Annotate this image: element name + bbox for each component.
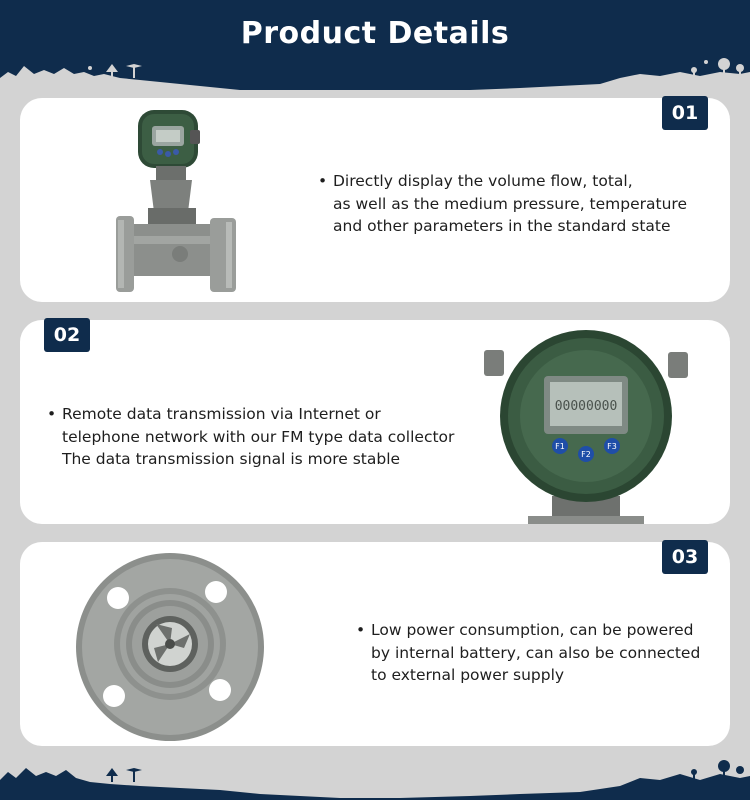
bullet: • bbox=[356, 621, 366, 639]
feature-line: Low power consumption, can be powered bbox=[371, 621, 694, 639]
header-banner bbox=[0, 0, 750, 90]
section-number-badge: 03 bbox=[662, 540, 708, 574]
display-head-image bbox=[468, 320, 708, 524]
footer-background bbox=[0, 750, 750, 800]
bullet: • bbox=[318, 172, 328, 190]
flange-front-view-image bbox=[72, 552, 272, 742]
feature-line: by internal battery, can also be connected bbox=[371, 643, 701, 662]
screen-readout: 00000000 bbox=[554, 399, 618, 414]
feature-card-1 bbox=[20, 98, 730, 302]
flowmeter-side-view-image bbox=[90, 104, 250, 299]
feature-line: as well as the medium pressure, temperature bbox=[333, 194, 687, 213]
feature-line: and other parameters in the standard state bbox=[333, 217, 671, 235]
feature-line: to external power supply bbox=[371, 666, 565, 684]
page-title: Product Details bbox=[240, 16, 510, 51]
feature-description-2 bbox=[47, 403, 455, 471]
feature-card-3 bbox=[20, 542, 730, 746]
button-label: F2 bbox=[581, 450, 591, 459]
feature-line: The data transmission signal is more stable bbox=[62, 450, 401, 468]
feature-line: Remote data transmission via Internet or bbox=[62, 405, 381, 423]
button-label: F3 bbox=[607, 442, 617, 451]
feature-card-2 bbox=[20, 320, 730, 524]
section-number-badge: 01 bbox=[662, 96, 708, 130]
feature-description-3 bbox=[356, 619, 701, 687]
feature-line: telephone network with our FM type data collector bbox=[62, 427, 455, 446]
footer-banner bbox=[0, 750, 750, 800]
feature-description-1 bbox=[318, 170, 687, 238]
feature-line: Directly display the volume flow, total, bbox=[333, 172, 633, 190]
button-label: F1 bbox=[555, 442, 565, 451]
bullet: • bbox=[47, 405, 57, 423]
section-number-badge: 02 bbox=[44, 318, 90, 352]
